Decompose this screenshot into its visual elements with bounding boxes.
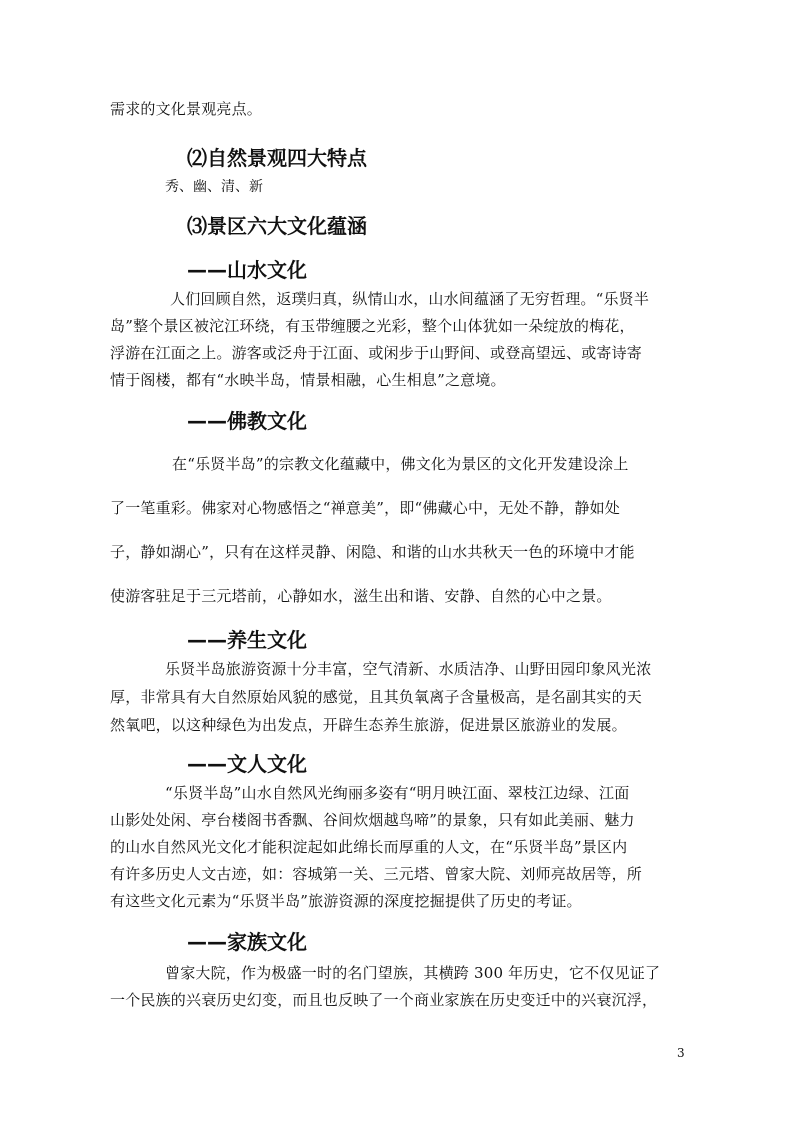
shanshui-line: 人们回顾自然，返璞归真，纵情山水，山水间蕴涵了无穷哲理。“乐贤半 [170,290,650,308]
wenren-line: 的山水自然风光文化才能积淀起如此绵长而厚重的人文，在“乐贤半岛”景区内 [110,838,628,856]
wenren-line: 有许多历史人文古迹，如：容城第一关、三元塔、曾家大院、刘师亮故居等，所 [110,865,643,883]
yangsheng-line: 乐贤半岛旅游资源十分丰富，空气清新、水质洁净、山野田园印象风光浓 [165,660,652,678]
jiazu-line: 一个民族的兴衰历史幻变，而且也反映了一个商业家族在历史变迁中的兴衰沉浮， [110,991,658,1009]
page-number: 3 [677,1046,685,1060]
intro-tail-text: 需求的文化景观亮点。 [110,100,263,118]
yangsheng-line: 然氧吧，以这种绿色为出发点，开辟生态养生旅游，促进景区旅游业的发展。 [110,716,627,734]
wenren-line: 有这些文化元素为“乐贤半岛”旅游资源的深度挖掘提供了历史的考证。 [110,892,582,910]
wenren-heading: ——文人文化 [187,752,307,776]
shanshui-heading: ——山水文化 [187,258,307,282]
fojiao-line: 在“乐贤半岛”的宗教文化蕴藏中，佛文化为景区的文化开发建设涂上 [172,455,629,473]
fojiao-line: 使游客驻足于三元塔前，心静如水，滋生出和谐、安静、自然的心中之景。 [110,587,612,605]
wenren-line: “乐贤半岛”山水自然风光绚丽多姿有“明月映江面、翠枝江边绿、江面 [165,784,630,802]
yangsheng-line: 厚，非常具有大自然原始风貌的感觉，且其负氧离子含量极高，是名副其实的天 [110,688,643,706]
shanshui-line: 情于阁楼，都有“水映半岛，情景相融，心生相息”之意境。 [110,371,506,389]
wenren-line: 山影处处闲、亭台楼阁书香飘、谷间炊烟越鸟啼”的景象，只有如此美丽、魅力 [110,811,635,829]
jiazu-line: 曾家大院，作为极盛一时的名门望族，其横跨 300 年历史，它不仅见证了 [165,964,661,982]
yangsheng-heading: ——养生文化 [187,628,307,652]
fojiao-line: 了一笔重彩。佛家对心物感悟之“禅意美”，即“佛藏心中，无处不静，静如处 [110,499,621,517]
section2-features: 秀、幽、清、新 [165,179,263,195]
section3-heading: ⑶景区六大文化蕴涵 [187,214,367,238]
shanshui-line: 浮游在江面之上。游客或泛舟于江面、或闲步于山野间、或登高望远、或寄诗寄 [110,344,643,362]
jiazu-heading: ——家族文化 [187,930,307,954]
section2-heading: ⑵自然景观四大特点 [187,146,367,170]
shanshui-line: 岛”整个景区被沱江环绕，有玉带缠腰之光彩，整个山体犹如一朵绽放的梅花， [110,317,635,335]
fojiao-heading: ——佛教文化 [187,409,307,433]
fojiao-line: 子，静如湖心”，只有在这样灵静、闲隐、和谐的山水共秋天一色的环境中才能 [110,543,635,561]
